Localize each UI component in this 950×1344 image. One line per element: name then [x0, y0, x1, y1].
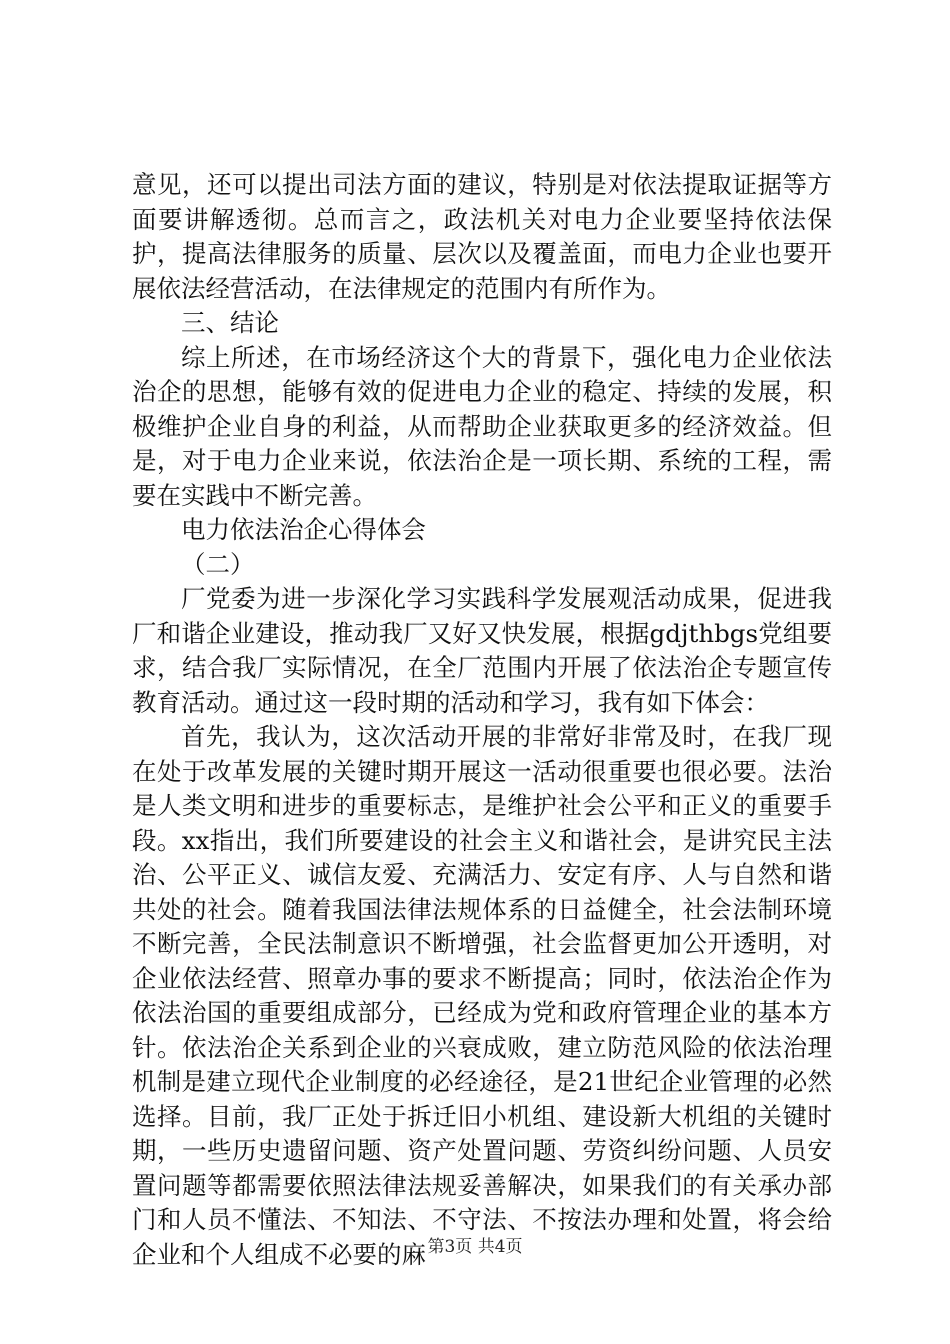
section-number: （二）	[181, 549, 255, 579]
paragraph-conclusion: 综上所述，在市场经济这个大的背景下，强化电力企业依法治企的思想，能够有效的促进电力企业的稳定、持续的发展，积极维护企业自身的利益，从而帮助企业获取更多的经济效益。但是，对于电力企业来说，依法治企是一项长期、系统的工程，需要在实践中不断完善。	[132, 342, 832, 510]
paragraph-first-point: 首先，我认为，这次活动开展的非常好非常及时，在我厂现在处于改革发展的关键时期开展这一活动很重要也很必要。法治是人类文明和进步的重要标志，是维护社会公平和正义的重要手段。xx指出，我们所要建设的社会主义和谐社会，是讲究民主法治、公平正义、诚信友爱、充满活力、安定有序、人与自然和谐共处的社会。随着我国法律法规体系的日益健全，社会法制环境不断完善，全民法制意识不断增强，社会监督更加公开透明，对企业依法经营、照章办事的要求不断提高；同时，依法治企作为依法治国的重要组成部分，已经成为党和政府管理企业的基本方针。依法治企关系到企业的兴衰成败，建立防范风险的依法治理机制是建立现代企业制度的必经途径，是21世纪企业管理的必然选择。目前，我厂正处于拆迁旧小机组、建设新大机组的关键时期，一些历史遗留问题、资产处置问题、劳资纠纷问题、人员安置问题等都需要依照法律法规妥善解决，如果我们的有关承办部门和人员不懂法、不知法、不守法、不按法办理和处置，将会给企业和个人组成不必要的麻	[132, 722, 832, 1269]
page-number: 第3页 共4页	[427, 1237, 523, 1257]
paragraph-continuation: 意见，还可以提出司法方面的建议，特别是对依法提取证据等方面要讲解透彻。总而言之，政法机关对电力企业要坚持依法保护，提高法律服务的质量、层次以及覆盖面，而电力企业也要开展依法经营活动，在法律规定的范围内有所作为。	[132, 170, 832, 303]
paragraph-intro: 厂党委为进一步深化学习实践科学发展观活动成果，促进我厂和谐企业建设，推动我厂又好又快发展，根据gdjthbgs党组要求，结合我厂实际情况，在全厂范围内开展了依法治企专题宣传教育活动。通过这一段时期的活动和学习，我有如下体会：	[132, 584, 832, 717]
document-title: 电力依法治企心得体会	[181, 515, 426, 544]
section-heading-conclusion: 三、结论	[181, 308, 279, 337]
document-body	[132, 168, 832, 1272]
page-footer	[0, 1236, 950, 1258]
